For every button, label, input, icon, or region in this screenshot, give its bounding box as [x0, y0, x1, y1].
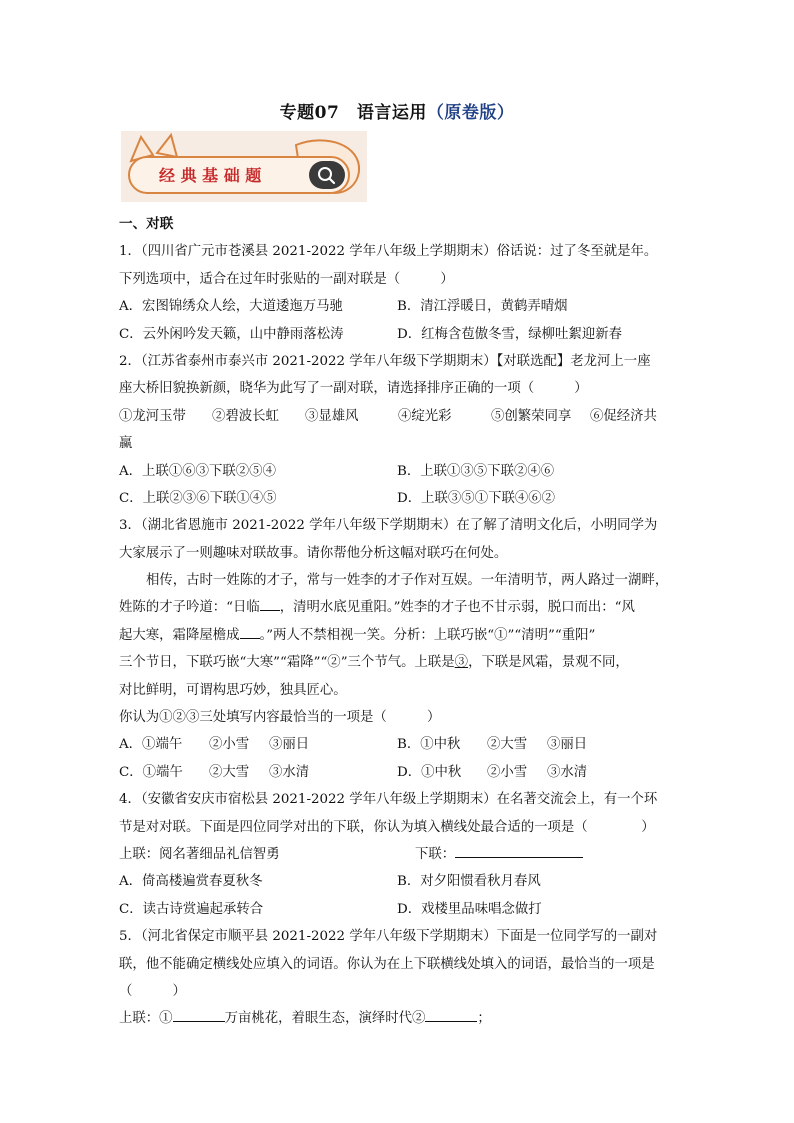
q3-stem-line1: 3．（湖北省恩施市 2021-2022 学年八年级下学期期末）在了解了清明文化后，小明同学为 — [119, 518, 658, 534]
q2-option-b[interactable]: B．上联①③⑤下联②④⑥ — [397, 463, 555, 479]
section-heading: 一、对联 — [119, 216, 174, 232]
q4-lower-line: 下联： — [415, 841, 583, 868]
q1-option-c[interactable]: C．云外闲吟发天籁，山中静雨落松涛 — [119, 326, 344, 342]
q3-blank-2[interactable] — [240, 638, 260, 639]
q4-stem-line2: 节是对对联。下面是四位同学对出的下联，你认为填入横线处最合适的一项是（ ） — [119, 819, 655, 835]
q4-option-a[interactable]: A．倚高楼遍赏春夏秋冬 — [119, 874, 263, 890]
q3-options-cd — [119, 759, 679, 786]
q3-passage-line2: 姓陈的才子吟道：“日临 ，清明水底见重阳。”姓李的才子也不甘示弱，脱口而出：“风 — [119, 600, 635, 616]
q5-couplet-upper: 上联：① 万亩桃花，着眼生态，演绎时代② ； — [119, 1011, 491, 1027]
q3-option-b[interactable]: B．①中秋 ②大雪 ③丽日 — [397, 737, 588, 753]
q1-stem-line2: 下列选项中，适合在过年时张贴的一副对联是（ ） — [119, 271, 454, 287]
q1-option-a[interactable]: A．宏图锦绣众人绘，大道逶迤万马驰 — [119, 299, 343, 315]
q2-option-d[interactable]: D．上联③⑤①下联④⑥② — [397, 490, 556, 506]
q3-blank-1[interactable] — [260, 610, 280, 611]
q3-stem-line2: 大家展示了一则趣味对联故事。请你帮他分析这幅对联巧在何处。 — [119, 545, 508, 561]
q4-option-d[interactable]: D．戏楼里品味唱念做打 — [397, 901, 542, 917]
q4-option-b[interactable]: B．对夕阳惯看秋月春风 — [397, 874, 541, 890]
q3-option-d[interactable]: D．①中秋 ②小雪 ③水清 — [397, 764, 588, 780]
q1-option-b[interactable]: B．清江浮暖日，黄鹤弄晴烟 — [397, 299, 568, 315]
q3-passage-line4: 三个节日，下联巧嵌“大寒”“霜降”“②”三个节气。上联是③，下联是风霜，景观不同， — [119, 655, 629, 671]
q5-stem-line1: 5．（河北省保定市顺平县 2021-2022 学年八年级下学期期末）下面是一位同学写的一副对 — [119, 929, 658, 945]
q2-stem-line1: 2．（江苏省泰州市泰兴市 2021-2022 学年八年级下学期期末）【对联选配】老龙河上一座 — [119, 353, 651, 369]
question-content — [119, 211, 679, 1033]
q2-seq-6: ⑥促经济共 — [590, 408, 657, 424]
q3-passage-line3: 起大寒，霜降屋檐成 。”两人不禁相视一笑。分析：上联巧嵌“①”“清明”“重阳” — [119, 627, 596, 643]
q2-option-a[interactable]: A．上联①⑥③下联②⑤④ — [119, 463, 276, 479]
q4-couplet — [119, 841, 679, 868]
q4-stem-line1: 4．（安徽省安庆市宿松县 2021-2022 学年八年级上学期期末）在名著交流会上，有一个环 — [119, 792, 658, 808]
q5-stem-line2: 联，他不能确定横线处应填入的词语。你认为在上下联横线处填入的词语，最恰当的一项是 — [119, 956, 655, 972]
q1-options-cd — [119, 321, 679, 348]
q2-seq-1: ①龙河玉带 — [119, 408, 186, 424]
q4-options-ab — [119, 868, 679, 895]
q2-options-cd — [119, 485, 679, 512]
q3-option-c[interactable]: C．①端午 ②大雪 ③水清 — [119, 764, 310, 780]
q2-options-ab — [119, 458, 679, 485]
q3-mark-3: ③ — [454, 655, 469, 671]
q1-option-d[interactable]: D．红梅含苞傲冬雪，绿柳吐絮迎新春 — [397, 326, 622, 342]
q5-stem-line3: （ ） — [119, 983, 186, 999]
q2-seq-4: ④绽光彩 — [398, 408, 452, 424]
q3-option-a[interactable]: A．①端午 ②小雪 ③丽日 — [119, 737, 310, 753]
q4-option-c[interactable]: C．读古诗赏遍起承转合 — [119, 901, 264, 917]
q2-stem-line2: 座大桥旧貌换新颜，晓华为此写了一副对联，请选择排序正确的一项（ ） — [119, 381, 588, 397]
q1-options-ab — [119, 293, 679, 320]
q1-stem-line1: 1．（四川省广元市苍溪县 2021-2022 学年八年级上学期期末）俗话说：过了冬至就是年。 — [119, 244, 658, 260]
q3-options-ab — [119, 731, 679, 758]
q2-seq-3: ③显雄风 — [305, 408, 359, 424]
page-title — [0, 98, 794, 123]
q3-ask: 你认为①②③三处填写内容最恰当的一项是（ ） — [119, 710, 441, 726]
title-main: 专题07 语言运用 — [279, 103, 427, 123]
q5-blank-1[interactable] — [173, 1021, 225, 1022]
q3-passage-line1: 相传，古时一姓陈的才子，常与一姓李的才子作对互娱。一年清明节，两人路过一湖畔， — [146, 573, 669, 589]
q2-sequence-tail: 赢 — [119, 436, 133, 452]
q2-seq-5: ⑤创繁荣同享 — [491, 408, 572, 424]
banner-text: 经 典 基 础 题 — [159, 166, 262, 185]
classic-basics-banner — [121, 131, 367, 202]
q2-seq-2: ②碧波长虹 — [212, 408, 279, 424]
q4-upper-line: 上联：阅名著细品礼信智勇 — [119, 846, 280, 862]
q3-passage-line5: 对比鲜明，可谓构思巧妙，独具匠心。 — [119, 682, 347, 698]
q5-blank-2[interactable] — [425, 1021, 477, 1022]
q2-sequence — [119, 403, 679, 430]
q4-options-cd — [119, 896, 679, 923]
title-sub: （原卷版） — [426, 103, 515, 123]
q2-option-c[interactable]: C．上联②③⑥下联①④⑤ — [119, 490, 277, 506]
q4-blank[interactable] — [455, 857, 583, 858]
